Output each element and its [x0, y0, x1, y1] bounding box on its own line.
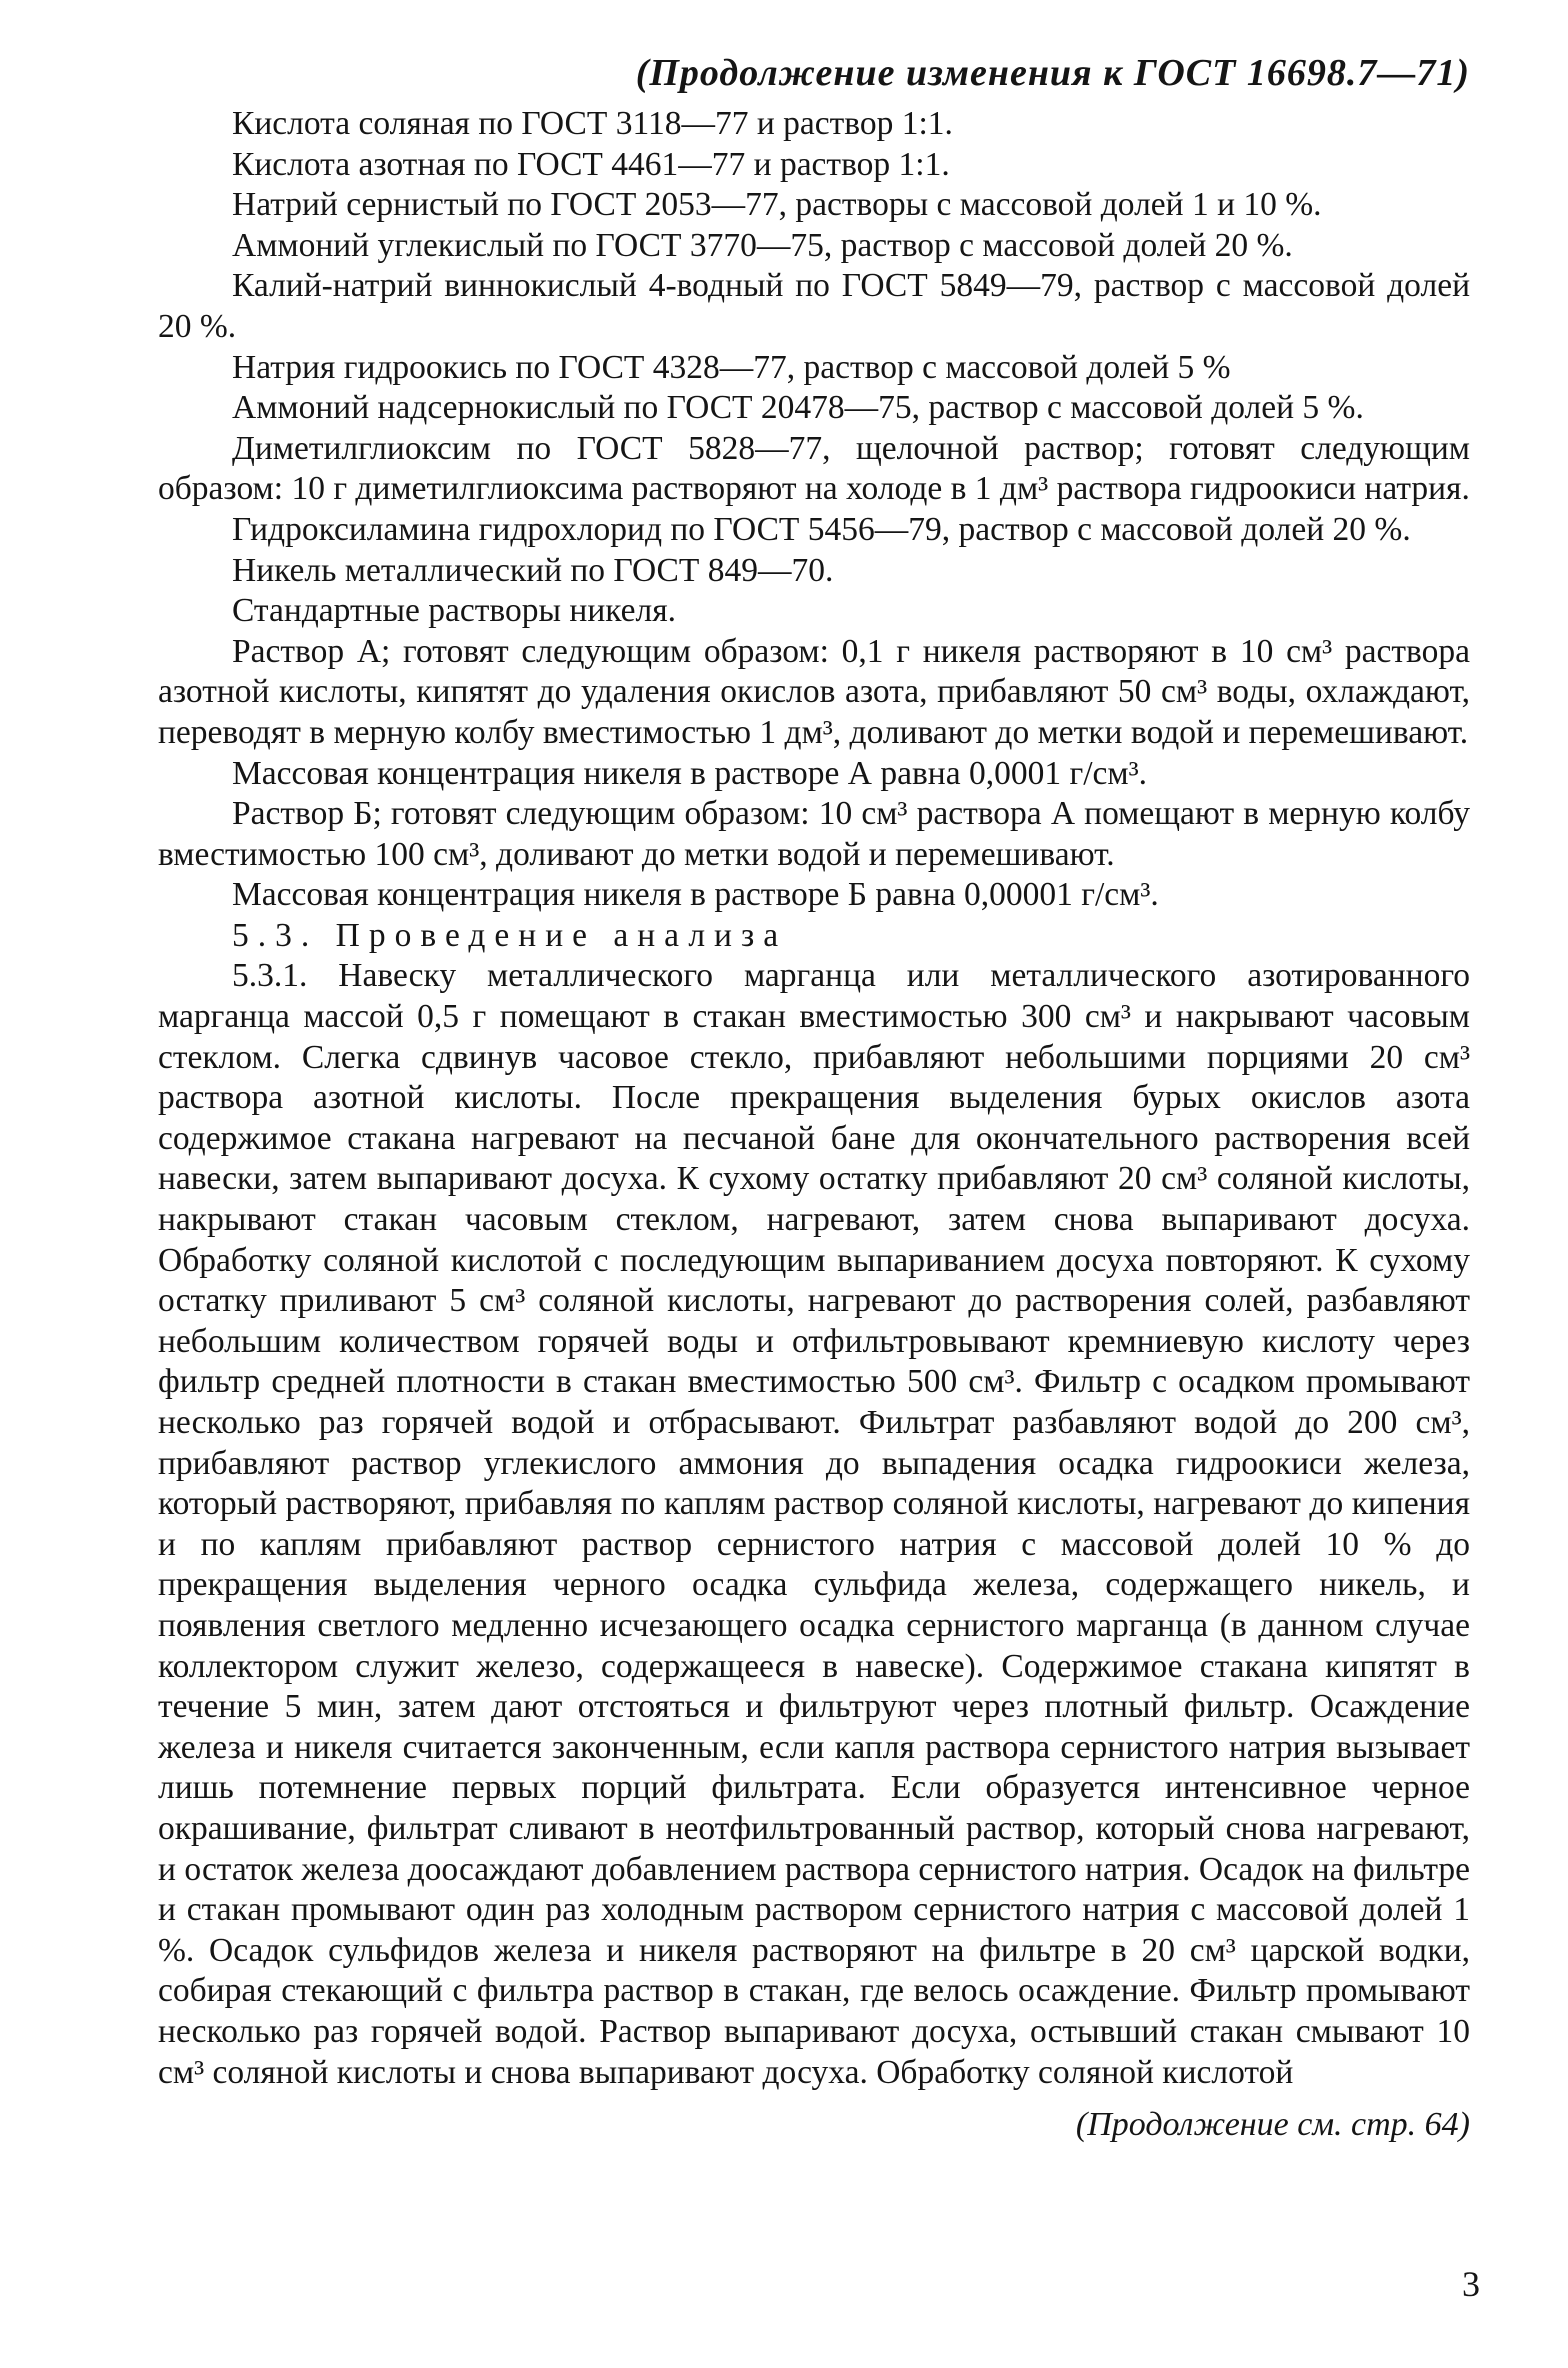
- paragraph: Кислота соляная по ГОСТ 3118—77 и раствор 1:1.: [232, 105, 953, 142]
- paragraph: Никель металлический по ГОСТ 849—70.: [232, 551, 834, 589]
- document-body: [158, 104, 1470, 2093]
- paragraph: Массовая концентрация никеля в растворе А равна 0,0001 г/см³.: [232, 754, 1147, 792]
- paragraph: Раствор А; готовят следующим образом: 0,1 г никеля растворяют в 10 см³ раствора азотной кислоты, кипятят до удаления окислов азота, прибавляют 50 см³ воды, охлаждают, переводят в мерную колбу вместимостью 1 дм³, доливают до метки водой и перемешивают.: [158, 632, 1470, 751]
- paragraph: Раствор Б; готовят следующим образом: 10 см³ раствора А помещают в мерную колбу вместимостью 100 см³, доливают до метки водой и перемешивают.: [158, 795, 1470, 873]
- paragraph: Диметилглиоксим по ГОСТ 5828—77, щелочной раствор; готовят следующим образом: 10 г диметилглиоксима растворяют на холоде в 1 дм³ раствора гидроокиси натрия.: [158, 429, 1470, 508]
- paragraph: Натрий сернистый по ГОСТ 2053—77, растворы с массовой долей 1 и 10 %.: [232, 186, 1322, 224]
- paragraph: Стандартные растворы никеля.: [232, 592, 677, 630]
- paragraph: Массовая концентрация никеля в растворе Б равна 0,00001 г/см³.: [232, 876, 1159, 914]
- paragraph: Калий-натрий виннокислый 4-водный по ГОСТ 5849—79, раствор с массовой долей 20 %.: [158, 267, 1470, 345]
- continuation-note: (Продолжение см. стр. 64): [1075, 2106, 1470, 2144]
- paragraph: Кислота азотная по ГОСТ 4461—77 и раствор 1:1.: [232, 145, 950, 183]
- paragraph: Натрия гидроокись по ГОСТ 4328—77, раствор с массовой долей 5 %: [232, 348, 1231, 386]
- paragraph: Аммоний надсернокислый по ГОСТ 20478—75, раствор с массовой долей 5 %.: [232, 389, 1364, 427]
- document-page: [158, 48, 1470, 2147]
- paragraph: Аммоний углекислый по ГОСТ 3770—75, раствор с массовой долей 20 %.: [232, 226, 1293, 264]
- section-paragraph: 5.3.1. Навеску металлического марганца или металлического азотированного марганца массой 0,5 г помещают в стакан вместимостью 300 см³ и накрывают часовым стеклом. Слегка сдвинув часовое стекло, прибавляют небольшими порциями 20 см³ раствора азотной кислоты. После прекращения выделения бурых окислов азота содержимое стакана нагревают на песчаной бане для окончательного растворения всей навески, затем выпаривают досуха. К сухому остатку прибавляют 20 см³ соляной кислоты, накрывают стакан часовым стеклом, нагревают, затем снова выпаривают досуха. Обработку соляной кислотой с последующим выпариванием досуха повторяют. К сухому остатку приливают 5 см³ соляной кислоты, нагревают до растворения солей, разбавляют небольшим количеством горячей воды и отфильтровывают кремниевую кислоту через фильтр средней плотности в стакан вместимостью 500 см³. Фильтр с осадком промывают несколько раз горячей водой и отбрасывают. Фильтрат разбавляют водой до 200 см³, прибавляют раствор углекислого аммония до выпадения осадка гидроокиси железа, который растворяют, прибавляя по каплям раствор соляной кислоты, нагревают до кипения и по каплям прибавляют раствор сернистого натрия с массовой долей 10 % до прекращения выделения черного осадка сульфида железа, содержащего никель, и появления светлого медленно исчезающего осадка сернистого марганца (в данном случае коллектором служит железо, содержащееся в навеске). Содержимое стакана кипятят в течение 5 мин, затем дают отстояться и фильтруют через плотный фильтр. Осаждение железа и никеля считается законченным, если капля раствора сернистого натрия вызывает лишь потемнение первых порций фильтрата. Если образуется интенсивное черное окрашивание, фильтрат сливают в неотфильтрованный раствор, который снова нагревают, и остаток железа доосаждают добавлением раствора сернистого натрия. Осадок на фильтре и стакан промывают один раз холодным раствором сернистого натрия с массовой долей 1 %. Осадок сульфидов железа и никеля растворяют на фильтре в 20 см³ царской водки, собирая стекающий с фильтра раствор в стакан, где велось осаждение. Фильтр промывают несколько раз горячей водой. Раствор выпаривают досуха, остывший стакан смывают 10 см³ соляной кислоты и снова выпаривают досуха. Обработку соляной кислотой: [158, 957, 1470, 2091]
- section-title: 5.3. Проведение анализа: [232, 916, 788, 954]
- page-number: 3: [1462, 2264, 1480, 2304]
- running-header: (Продолжение изменения к ГОСТ 16698.7—71): [635, 52, 1470, 94]
- paragraph: Гидроксиламина гидрохлорид по ГОСТ 5456—79, раствор с массовой долей 20 %.: [232, 510, 1411, 548]
